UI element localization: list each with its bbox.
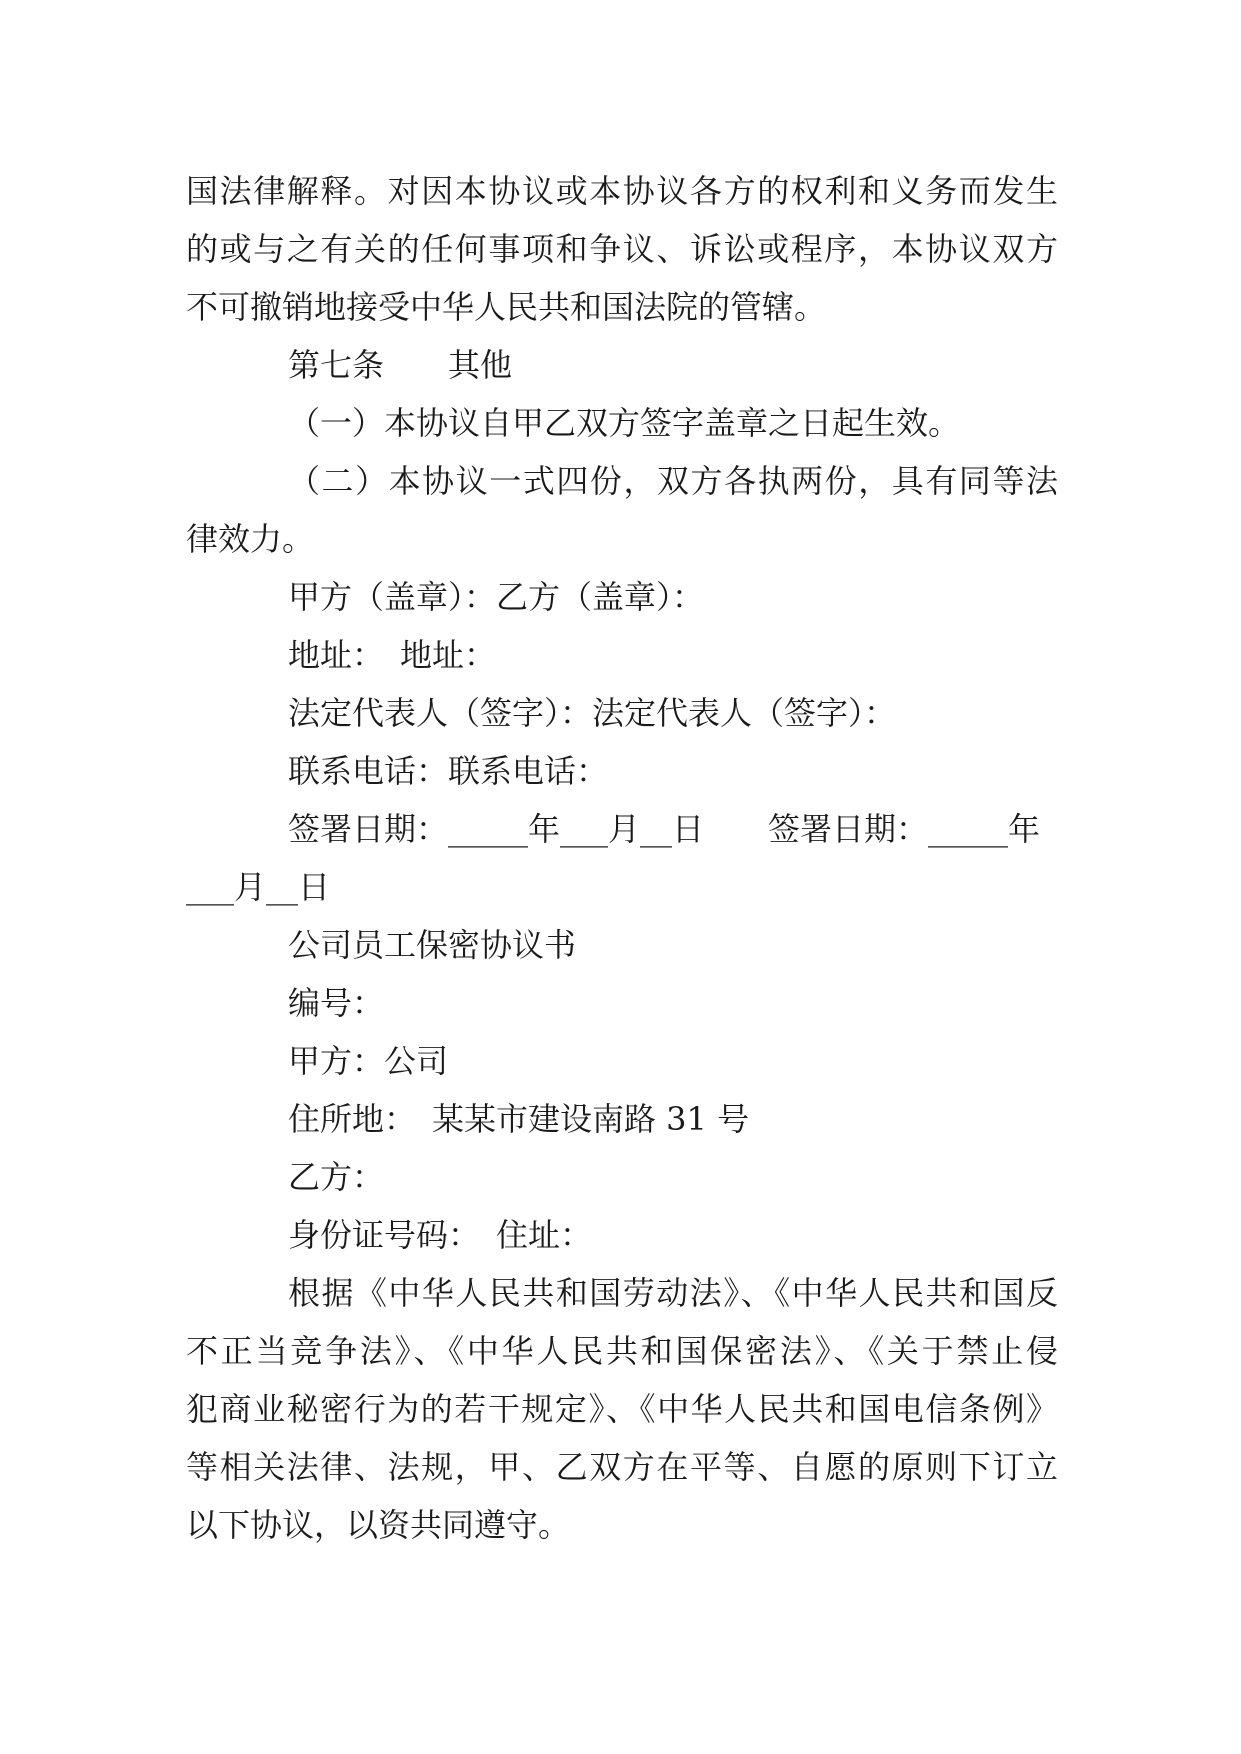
document-body [186, 162, 1058, 1554]
paragraph-line: 以下协议，以资共同遵守。 [186, 1506, 571, 1544]
paragraph-line: 国法律解释。对因本协议或本协议各方的权利和义务而发生 [186, 172, 1058, 210]
id-address-field: 身份证号码： 住址： [288, 1216, 593, 1254]
paragraph-line: 不正当竞争法》、《中华人民共和国保密法》、《关于禁止侵 [186, 1332, 1058, 1370]
party-a-field: 甲方：公司 [288, 1042, 449, 1080]
signature-party-line: 甲方（盖章）：乙方（盖章）： [288, 578, 705, 616]
paragraph-line: 等相关法律、法规，甲、乙双方在平等、自愿的原则下订立 [186, 1448, 1058, 1486]
residence-field: 住所地： 某某市建设南路 31 号 [288, 1100, 750, 1138]
party-b-field: 乙方： [288, 1158, 385, 1196]
signature-date-line: ___月__日 [186, 868, 331, 906]
paragraph-line: 的或与之有关的任何事项和争议、诉讼或程序，本协议双方 [186, 230, 1058, 268]
signature-address-line: 地址： 地址： [288, 636, 497, 674]
number-field: 编号： [288, 984, 385, 1022]
paragraph-line: 不可撤销地接受中华人民共和国法院的管辖。 [186, 288, 827, 326]
clause-line: 律效力。 [186, 520, 315, 558]
signature-representative-line: 法定代表人（签字）：法定代表人（签字）： [288, 694, 897, 732]
signature-date-line: 签署日期：_____年___月__日 签署日期：_____年 [288, 810, 1041, 848]
clause-line: （二）本协议一式四份，双方各执两份，具有同等法 [288, 462, 1058, 500]
document-title: 公司员工保密协议书 [288, 926, 577, 964]
paragraph-line: 根据《中华人民共和国劳动法》、《中华人民共和国反 [288, 1274, 1058, 1312]
signature-phone-line: 联系电话：联系电话： [288, 752, 609, 790]
paragraph-line: 犯商业秘密行为的若干规定》、《中华人民共和国电信条例》 [186, 1390, 1058, 1428]
article-heading: 第七条 其他 [288, 346, 513, 384]
clause-line: （一）本协议自甲乙双方签字盖章之日起生效。 [288, 404, 961, 442]
